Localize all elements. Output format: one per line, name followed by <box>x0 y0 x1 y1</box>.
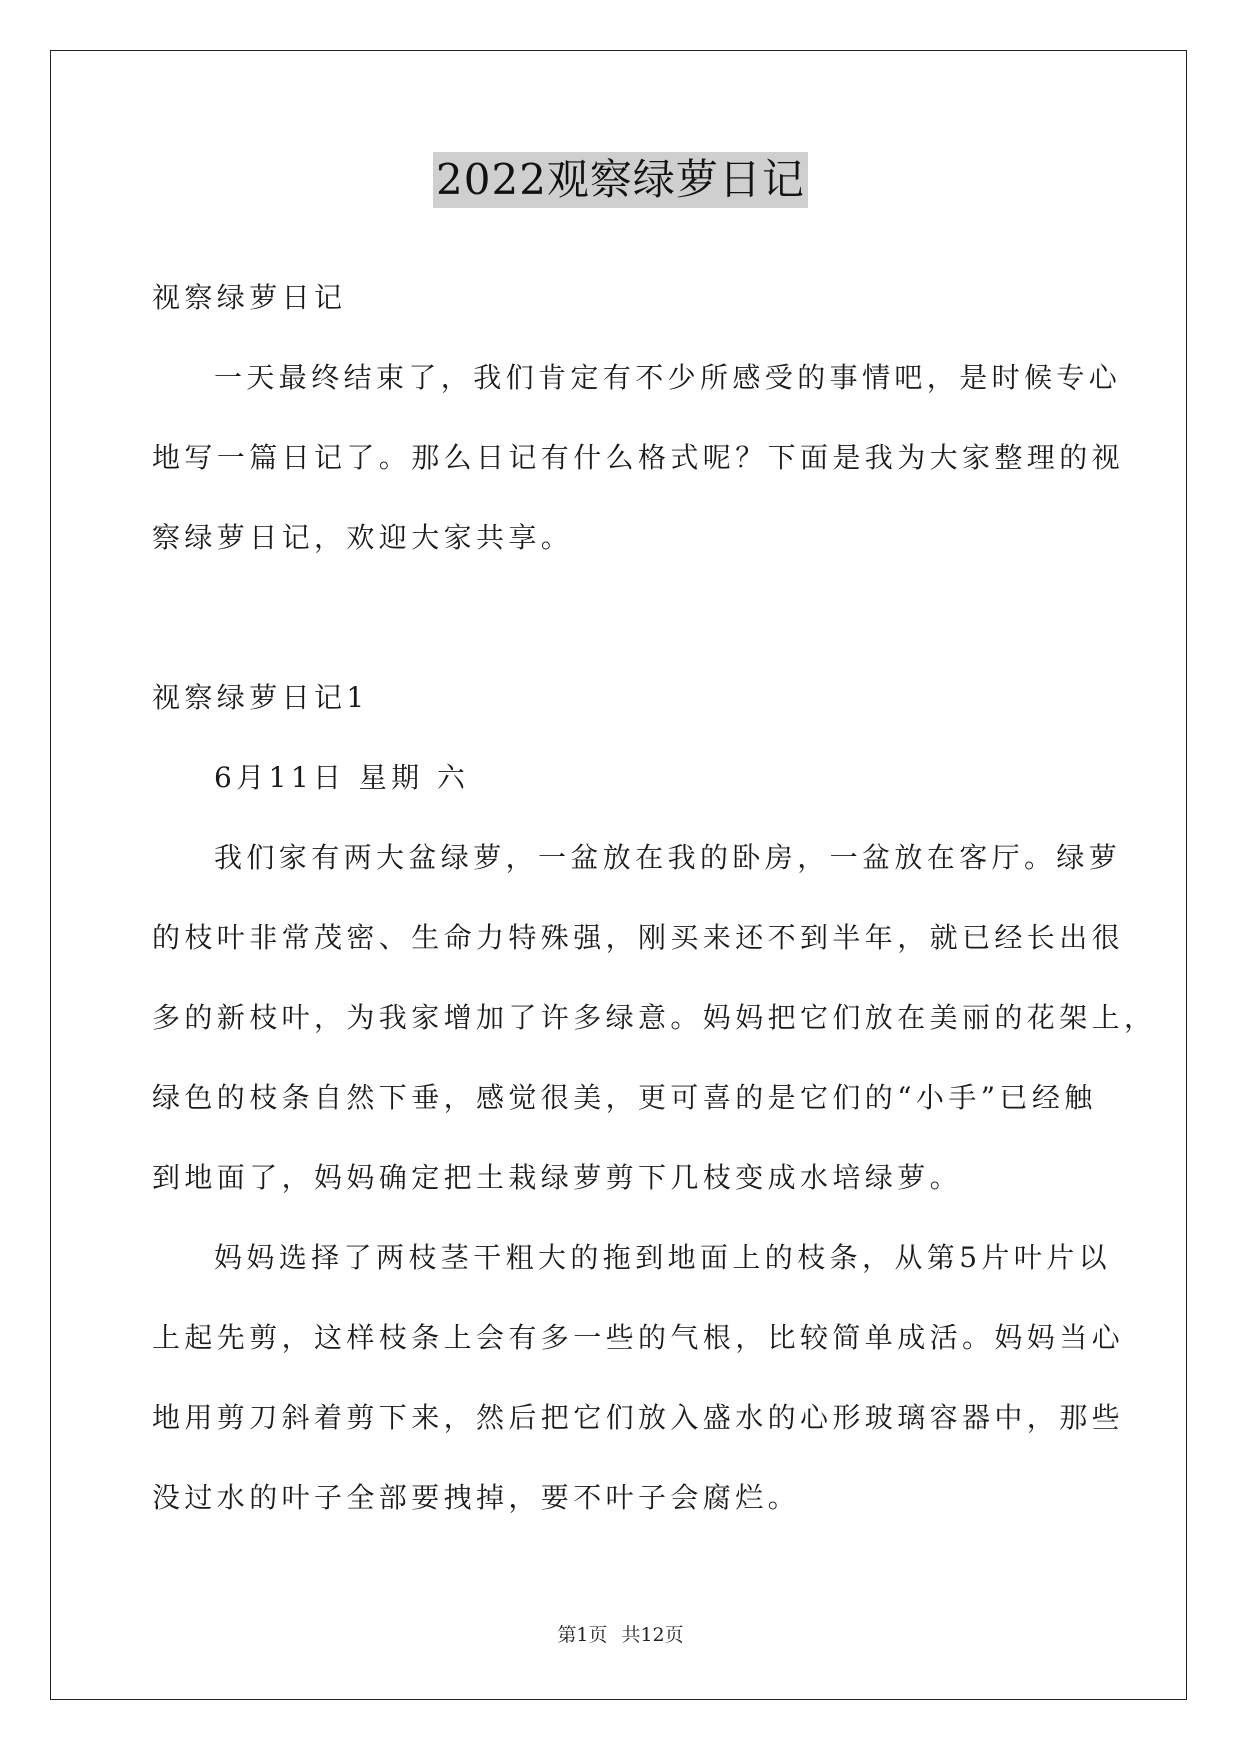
paragraph-line: 的枝叶非常茂密、生命力特殊强，刚买来还不到半年，就已经长出很 <box>152 921 1125 954</box>
paragraph-line: 一天最终结束了，我们肯定有不少所感受的事情吧，是时候专心 <box>214 361 1122 394</box>
paragraph-line: 多的新枝叶，为我家增加了许多绿意。妈妈把它们放在美丽的花架上， <box>152 1001 1157 1034</box>
paragraph-line: 察绿萝日记，欢迎大家共享。 <box>152 521 574 554</box>
subtitle-line: 视察绿萝日记 <box>152 281 347 314</box>
section-heading: 视察绿萝日记1 <box>152 681 369 714</box>
page-footer <box>0 1622 1241 1648</box>
paragraph-line: 上起先剪，这样枝条上会有多一些的气根，比较简单成活。妈妈当心 <box>152 1321 1125 1354</box>
blank-line <box>152 578 1097 658</box>
paragraph-line: 地写一篇日记了。那么日记有什么格式呢？下面是我为大家整理的视 <box>152 441 1125 474</box>
paragraph-line: 到地面了，妈妈确定把土栽绿萝剪下几枝变成水培绿萝。 <box>152 1161 963 1194</box>
page-number: 第1页 <box>557 1624 608 1646</box>
paragraph-line: 地用剪刀斜着剪下来，然后把它们放入盛水的心形玻璃容器中，那些 <box>152 1401 1125 1434</box>
paragraph-line: 没过水的叶子全部要拽掉，要不叶子会腐烂。 <box>152 1481 801 1514</box>
document-title: 2022观察绿萝日记 <box>433 152 808 208</box>
date-line: 6月11日 星期 六 <box>214 761 470 794</box>
page-total: 共12页 <box>621 1624 684 1646</box>
title-container <box>0 152 1241 208</box>
paragraph-line: 我们家有两大盆绿萝，一盆放在我的卧房，一盆放在客厅。绿萝 <box>214 841 1122 874</box>
paragraph-line: 绿色的枝条自然下垂，感觉很美，更可喜的是它们的“小手”已经触 <box>152 1081 1097 1114</box>
paragraph-line: 妈妈选择了两枝茎干粗大的拖到地面上的枝条，从第5片叶片以 <box>214 1241 1112 1274</box>
document-body <box>152 258 1157 1538</box>
